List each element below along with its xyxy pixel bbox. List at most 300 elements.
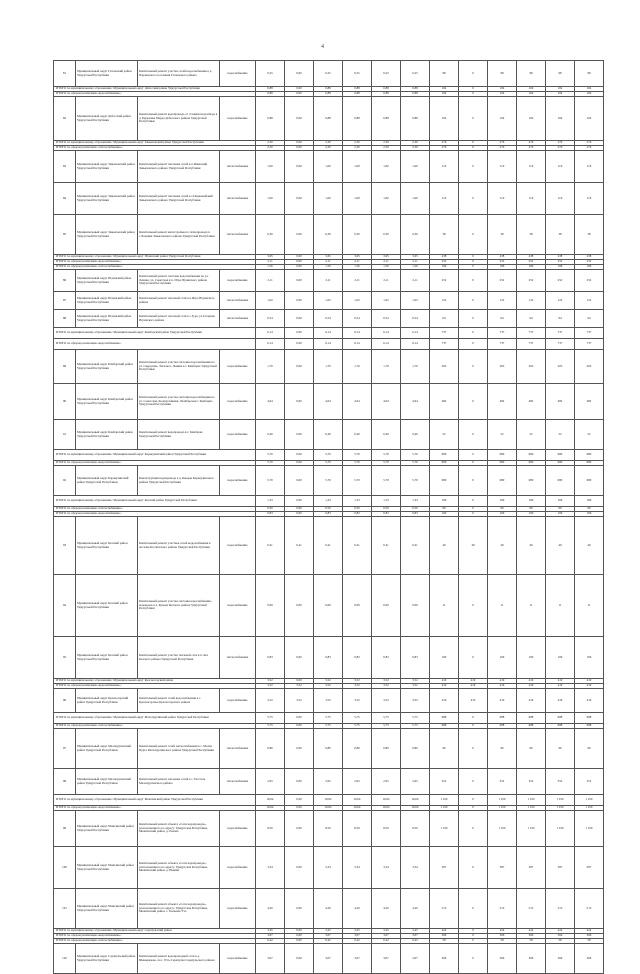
value-cell: 1,00 <box>256 183 285 215</box>
value-cell: 352 <box>430 769 459 795</box>
value-cell: 1,70 <box>343 350 372 384</box>
value-cell: 3,52 <box>285 689 314 713</box>
value-cell: 0,41 <box>285 517 314 575</box>
total-value-cell: 688 <box>488 713 517 724</box>
value-cell: 419 <box>488 689 517 713</box>
value-cell: 38 <box>488 215 517 255</box>
total-value-cell: 6,14 <box>343 328 372 339</box>
total-value-cell: 169 <box>546 496 575 507</box>
total-label-cell: ИТОГО по муниципальному образованию: Муниципальный округ Кезский район Удмуртской Республики <box>54 496 256 507</box>
value-cell: 0,00 <box>285 292 314 310</box>
value-cell: 680 <box>430 466 459 496</box>
municipality-cell: Муниципальный округ Завьяловский район Удмуртской Республики <box>76 183 138 215</box>
table-row <box>54 944 604 974</box>
value-cell: 0,00 <box>285 350 314 384</box>
value-cell: 4,04 <box>401 384 430 420</box>
object-cell: Капитальный ремонт тепловых сетей в с. Постоль Малопургинского района <box>138 769 220 795</box>
value-cell: 0 <box>459 769 488 795</box>
value-cell: 49 <box>459 517 488 575</box>
value-cell: 387 <box>488 847 517 889</box>
total-value-cell: 5,70 <box>372 461 401 466</box>
total-value-cell: 0,00 <box>285 512 314 517</box>
total-label-cell: ИТОГО по сферам реализации «теплоснабжение»: <box>54 724 256 729</box>
value-cell: 98 <box>546 61 575 87</box>
value-cell: 64 <box>488 310 517 328</box>
table-row <box>54 215 604 255</box>
value-cell: 119 <box>488 183 517 215</box>
value-cell: 1 010 <box>575 811 604 847</box>
value-cell: 0,88 <box>372 97 401 141</box>
value-cell: 352 <box>488 769 517 795</box>
row-number-cell: 84 <box>54 183 76 215</box>
total-value-cell: 2,11 <box>314 260 343 265</box>
total-value-cell: 737 <box>430 339 459 350</box>
value-cell: 4,20 <box>401 889 430 929</box>
sphere-cell: водоснабжение <box>220 689 256 713</box>
total-value-cell: 104 <box>575 92 604 97</box>
total-value-cell: 737 <box>430 328 459 339</box>
total-value-cell: 276 <box>517 141 546 146</box>
total-label-cell: ИТОГО по муниципальному образованию: Муниципальный округ Сарапульский район <box>54 929 256 934</box>
total-value-cell: 1 910 <box>575 806 604 811</box>
total-label-cell: ИТОГО по сферам реализации «водоснабжение»: <box>54 806 256 811</box>
value-cell: 0,40 <box>314 420 343 450</box>
total-value-cell: 252 <box>575 260 604 265</box>
value-cell: 0,09 <box>401 575 430 637</box>
total-value-cell: 169 <box>575 496 604 507</box>
row-number-cell: 85 <box>54 215 76 255</box>
value-cell: 4,20 <box>256 889 285 929</box>
total-value-cell: 6,14 <box>401 328 430 339</box>
value-cell: 203 <box>430 350 459 384</box>
total-value-cell: 0,00 <box>285 507 314 512</box>
total-value-cell: 0,00 <box>285 146 314 151</box>
total-row <box>54 450 604 461</box>
total-value-cell: 0 <box>459 255 488 260</box>
value-cell: 8,50 <box>256 811 285 847</box>
value-cell: 119 <box>517 183 546 215</box>
value-cell: 0,00 <box>285 61 314 87</box>
total-label-cell: ИТОГО по муниципальному образованию: Муниципальный округ Завьяловский район Удмуртской Республики <box>54 141 256 146</box>
value-cell: 0,00 <box>285 637 314 679</box>
total-value-cell: 276 <box>488 141 517 146</box>
value-cell: 0,00 <box>285 847 314 889</box>
total-value-cell: 680 <box>517 461 546 466</box>
value-cell: 0,80 <box>401 729 430 769</box>
value-cell: 2,11 <box>372 270 401 292</box>
total-value-cell: 0 <box>459 141 488 146</box>
object-cell: Капитальный ремонт участка системы водоснабжения по ул. Советская, Кооперативная, Октябрьская г. Камбарка Удмуртской Республики <box>138 384 220 420</box>
row-number-cell: 88 <box>54 310 76 328</box>
value-cell: 203 <box>517 350 546 384</box>
total-value-cell: 419 <box>488 684 517 689</box>
value-cell: 98 <box>575 61 604 87</box>
row-number-cell: 91 <box>54 420 76 450</box>
total-value-cell: 366 <box>546 934 575 939</box>
value-cell: 98 <box>488 61 517 87</box>
total-value-cell: 109 <box>517 512 546 517</box>
value-cell: 2,11 <box>343 270 372 292</box>
total-value-cell: 169 <box>517 496 546 507</box>
object-cell: Капитальный ремонт объекта «Сети водопровода», расположенного по адресу: Удмуртская Республика, Можгинский район, д. Пазяль <box>138 811 220 847</box>
row-number-cell: 87 <box>54 292 76 310</box>
total-value-cell: 5,75 <box>314 724 343 729</box>
value-cell: 2,95 <box>314 769 343 795</box>
municipality-cell: Муниципальный округ Глазовский район Удмуртской Республики <box>76 61 138 87</box>
total-label-cell: ИТОГО по муниципальному образованию: Муниципальный округ Малопургинский район Удмуртской Республики <box>54 713 256 724</box>
value-cell: 104 <box>517 97 546 141</box>
sphere-cell: водоснабжение <box>220 384 256 420</box>
total-value-cell: 58 <box>488 939 517 944</box>
total-label-cell: ИТОГО по сферам реализации «теплоснабжение»: <box>54 265 256 270</box>
value-cell: 104 <box>488 97 517 141</box>
value-cell: 2,11 <box>314 270 343 292</box>
value-cell: 1 010 <box>430 811 459 847</box>
total-value-cell: 0,00 <box>285 679 314 684</box>
value-cell: 0 <box>459 183 488 215</box>
sphere-cell: водоснабжение <box>220 944 256 974</box>
total-value-cell: 109 <box>430 512 459 517</box>
sphere-cell: теплоснабжение <box>220 637 256 679</box>
total-value-cell: 0,00 <box>285 496 314 507</box>
total-value-cell: 3,65 <box>314 255 343 260</box>
value-cell: 0,40 <box>343 420 372 450</box>
value-cell: 0,09 <box>372 575 401 637</box>
value-cell: 4,20 <box>372 889 401 929</box>
total-value-cell: 680 <box>546 461 575 466</box>
value-cell: 5,70 <box>256 466 285 496</box>
value-cell: 0,25 <box>401 61 430 87</box>
value-cell: 0,80 <box>256 729 285 769</box>
total-value-cell: 419 <box>546 679 575 684</box>
value-cell: 4,04 <box>372 384 401 420</box>
total-value-cell: 169 <box>488 496 517 507</box>
value-cell: 1,00 <box>314 151 343 183</box>
value-cell: 0 <box>459 466 488 496</box>
value-cell: 5,70 <box>372 466 401 496</box>
object-cell: Капитальный ремонт водопровода в г. Камбарка Удмуртской Республики <box>138 420 220 450</box>
total-value-cell: 438 <box>546 255 575 260</box>
value-cell: 387 <box>546 847 575 889</box>
row-number-cell: 93 <box>54 517 76 575</box>
total-value-cell: 3,52 <box>401 679 430 684</box>
sphere-cell: водоснабжение <box>220 811 256 847</box>
total-value-cell: 6,14 <box>372 339 401 350</box>
value-cell: 119 <box>430 151 459 183</box>
value-cell: 5,70 <box>401 466 430 496</box>
total-value-cell: 688 <box>517 724 546 729</box>
total-value-cell: 276 <box>430 146 459 151</box>
total-value-cell: 1 910 <box>517 795 546 806</box>
sphere-cell: теплоснабжение <box>220 151 256 183</box>
total-value-cell: 276 <box>430 141 459 146</box>
total-value-cell: 3,45 <box>372 929 401 934</box>
table-row <box>54 889 604 929</box>
total-value-cell: 419 <box>575 684 604 689</box>
value-cell: 8,50 <box>314 811 343 847</box>
row-number-cell: 95 <box>54 637 76 679</box>
value-cell: 482 <box>546 384 575 420</box>
value-cell: 11 <box>430 575 459 637</box>
sphere-cell: водоснабжение <box>220 270 256 292</box>
total-value-cell: 0,88 <box>401 92 430 97</box>
total-value-cell: 0,88 <box>372 92 401 97</box>
value-cell: 96 <box>546 729 575 769</box>
total-value-cell: 5,70 <box>372 450 401 461</box>
total-value-cell: 2,11 <box>401 260 430 265</box>
value-cell: 0,00 <box>285 215 314 255</box>
total-value-cell: 186 <box>430 265 459 270</box>
municipality-cell: Муниципальный округ Малопургинский район Удмуртской Республики <box>76 769 138 795</box>
total-value-cell: 3,45 <box>401 929 430 934</box>
sphere-cell: водоснабжение <box>220 350 256 384</box>
total-value-cell: 737 <box>488 339 517 350</box>
total-value-cell: 109 <box>575 512 604 517</box>
total-value-cell: 2,30 <box>343 146 372 151</box>
total-value-cell: 419 <box>430 679 459 684</box>
value-cell: 0 <box>459 292 488 310</box>
total-value-cell: 5,75 <box>343 713 372 724</box>
total-label-cell: ИТОГО по муниципальному образованию: Муниципальный округ Можгинский район Удмуртской Республики <box>54 795 256 806</box>
total-value-cell: 0 <box>459 87 488 92</box>
total-value-cell: 0 <box>459 929 488 934</box>
row-number-cell: 89 <box>54 350 76 384</box>
value-cell: 38 <box>430 215 459 255</box>
value-cell: 8,50 <box>401 811 430 847</box>
value-cell: 0 <box>459 944 488 974</box>
value-cell: 0,80 <box>314 729 343 769</box>
value-cell: 5,70 <box>343 466 372 496</box>
municipality-cell: Муниципальный округ Сарапульский район Удмуртской Республики <box>76 944 138 974</box>
value-cell: 3,34 <box>314 847 343 889</box>
total-label-cell: ИТОГО по сферам реализации «водоснабжение»: <box>54 461 256 466</box>
total-value-cell: 0,00 <box>285 255 314 260</box>
value-cell: 203 <box>575 350 604 384</box>
total-value-cell: 5,75 <box>314 713 343 724</box>
total-value-cell: 252 <box>546 260 575 265</box>
value-cell: 109 <box>488 637 517 679</box>
total-value-cell: 3,52 <box>372 684 401 689</box>
value-cell: 252 <box>575 270 604 292</box>
total-value-cell: 0,88 <box>372 87 401 92</box>
total-value-cell: 737 <box>517 328 546 339</box>
value-cell: 119 <box>575 151 604 183</box>
value-cell: 680 <box>546 466 575 496</box>
total-value-cell: 366 <box>517 934 546 939</box>
total-value-cell: 0 <box>459 260 488 265</box>
total-value-cell: 424 <box>517 929 546 934</box>
value-cell: 4,04 <box>256 384 285 420</box>
value-cell: 119 <box>517 151 546 183</box>
total-value-cell: 104 <box>430 87 459 92</box>
value-cell: 52 <box>517 420 546 450</box>
total-value-cell: 2,11 <box>372 260 401 265</box>
total-value-cell: 5,70 <box>314 450 343 461</box>
total-value-cell: 16,04 <box>401 806 430 811</box>
total-value-cell: 3,07 <box>372 934 401 939</box>
row-number-cell: 98 <box>54 769 76 795</box>
value-cell: 3,52 <box>343 689 372 713</box>
value-cell: 3,34 <box>343 847 372 889</box>
total-value-cell: 3,45 <box>314 929 343 934</box>
total-value-cell: 366 <box>488 934 517 939</box>
value-cell: 8,50 <box>343 811 372 847</box>
total-value-cell: 1 910 <box>488 806 517 811</box>
value-cell: 2,11 <box>256 270 285 292</box>
value-cell: 387 <box>575 847 604 889</box>
total-value-cell: 16,04 <box>256 806 285 811</box>
total-value-cell: 0,00 <box>285 92 314 97</box>
total-label-cell: ИТОГО по сферам реализации «водоснабжение»: <box>54 339 256 350</box>
total-value-cell: 737 <box>517 339 546 350</box>
value-cell: 1,00 <box>401 183 430 215</box>
value-cell: 119 <box>430 183 459 215</box>
total-value-cell: 1 910 <box>430 795 459 806</box>
total-value-cell: 0,88 <box>314 87 343 92</box>
value-cell: 0,54 <box>314 310 343 328</box>
value-cell: 3,52 <box>256 689 285 713</box>
sphere-cell: теплоснабжение <box>220 183 256 215</box>
total-value-cell: 186 <box>546 265 575 270</box>
value-cell: 119 <box>546 183 575 215</box>
total-value-cell: 688 <box>430 713 459 724</box>
total-value-cell: 1 910 <box>430 806 459 811</box>
value-cell: 0,00 <box>285 944 314 974</box>
municipality-cell: Муниципальный округ Можгинский район Удмуртской Республики <box>76 847 138 889</box>
total-value-cell: 58 <box>430 939 459 944</box>
value-cell: 1,02 <box>343 292 372 310</box>
total-value-cell: 680 <box>575 461 604 466</box>
value-cell: 122 <box>430 292 459 310</box>
value-cell: 1,00 <box>314 183 343 215</box>
total-value-cell: 169 <box>430 496 459 507</box>
total-value-cell: 104 <box>488 87 517 92</box>
total-value-cell: 60 <box>575 507 604 512</box>
row-number-cell: 86 <box>54 270 76 292</box>
total-row <box>54 496 604 507</box>
table-row <box>54 151 604 183</box>
object-cell: Капитальный ремонт объекта «Сети водопровода», расположенного по адресу: Удмуртская Республика, Можгинский район, с. Большая Уча <box>138 889 220 929</box>
value-cell: 366 <box>546 944 575 974</box>
value-cell: 38 <box>575 215 604 255</box>
value-cell: 2,95 <box>401 769 430 795</box>
value-cell: 252 <box>430 270 459 292</box>
total-value-cell: 0 <box>459 496 488 507</box>
value-cell: 0 <box>459 270 488 292</box>
value-cell: 2,95 <box>372 769 401 795</box>
row-number-cell: 97 <box>54 729 76 769</box>
sphere-cell: водоснабжение <box>220 889 256 929</box>
value-cell: 252 <box>517 270 546 292</box>
total-value-cell: 0,83 <box>343 512 372 517</box>
value-cell: 680 <box>517 466 546 496</box>
table-row <box>54 350 604 384</box>
total-value-cell: 688 <box>546 724 575 729</box>
total-value-cell: 104 <box>430 92 459 97</box>
value-cell: 1,00 <box>372 151 401 183</box>
value-cell: 0,00 <box>285 384 314 420</box>
object-cell: Капитальный ремонт магистрального теплопровода в с.Хохряки Завьяловского района Удмуртской Республики <box>138 215 220 255</box>
value-cell: 109 <box>430 637 459 679</box>
sphere-cell: теплоснабжение <box>220 729 256 769</box>
table-row <box>54 466 604 496</box>
sphere-cell: водоснабжение <box>220 61 256 87</box>
municipality-cell: Муниципальный округ Кезский район Удмуртской Республики <box>76 575 138 637</box>
value-cell: 3,07 <box>343 944 372 974</box>
total-value-cell: 0,00 <box>285 141 314 146</box>
total-value-cell: 3,52 <box>256 679 285 684</box>
object-cell: Капитальный ремонт участка системы водоснабжения по ул. Свердлова, Энгельса, Ленина в г. Камбарка Удмуртской Республики <box>138 350 220 384</box>
value-cell: 2,95 <box>343 769 372 795</box>
value-cell: 0,00 <box>285 769 314 795</box>
total-label-cell: ИТОГО по сферам реализации «водоснабжение»: <box>54 92 256 97</box>
value-cell: 680 <box>488 466 517 496</box>
value-cell: 0,30 <box>401 215 430 255</box>
program-table <box>53 60 604 974</box>
total-value-cell: 3,65 <box>343 255 372 260</box>
total-value-cell: 0,50 <box>256 507 285 512</box>
value-cell: 1 010 <box>517 811 546 847</box>
value-cell: 0 <box>459 151 488 183</box>
total-value-cell: 1,56 <box>256 265 285 270</box>
total-value-cell: 688 <box>517 713 546 724</box>
value-cell: 0,80 <box>372 729 401 769</box>
total-value-cell: 0,88 <box>314 92 343 97</box>
total-value-cell: 0,00 <box>285 713 314 724</box>
value-cell: 1,70 <box>256 350 285 384</box>
value-cell: 4,04 <box>314 384 343 420</box>
object-cell: Капитальный ремонт системы водоснабжения по ул. Ленина, ул. Советская в п. Игра Игринского района Удмуртской Республики <box>138 270 220 292</box>
value-cell: 109 <box>546 637 575 679</box>
value-cell: 3,07 <box>372 944 401 974</box>
total-value-cell: 0,50 <box>372 507 401 512</box>
value-cell: 0,30 <box>343 215 372 255</box>
value-cell: 352 <box>575 769 604 795</box>
total-value-cell: 109 <box>488 512 517 517</box>
object-cell: Капитальный ремонт тепловых сетей в с.Первомайский Завьяловского района Удмуртской Республики <box>138 183 220 215</box>
total-value-cell: 2,30 <box>372 146 401 151</box>
value-cell: 3,07 <box>401 944 430 974</box>
value-cell: 680 <box>575 466 604 496</box>
value-cell: 482 <box>575 384 604 420</box>
object-cell: Капитальный ремонт объекта «Сети водопровода», расположенного по адресу: Удмуртская Республика, Можгинский район, д. Нышки <box>138 847 220 889</box>
total-value-cell: 3,07 <box>401 934 430 939</box>
municipality-cell: Муниципальный округ Можгинский район Удмуртской Республики <box>76 889 138 929</box>
object-cell: Капитальный ремонт участка системы водоснабжения - водоводов в д. Кузьма Кезского района Удмуртской Республики <box>138 575 220 637</box>
value-cell: 0,40 <box>372 420 401 450</box>
total-value-cell: 6,14 <box>343 339 372 350</box>
value-cell: 4,04 <box>343 384 372 420</box>
value-cell: 0 <box>459 575 488 637</box>
total-value-cell: 680 <box>575 450 604 461</box>
value-cell: 0,00 <box>285 729 314 769</box>
total-value-cell: 3,52 <box>256 684 285 689</box>
value-cell: 104 <box>430 97 459 141</box>
total-value-cell: 0,00 <box>285 260 314 265</box>
value-cell: 122 <box>575 292 604 310</box>
total-value-cell: 0 <box>459 328 488 339</box>
value-cell: 366 <box>517 944 546 974</box>
value-cell: 104 <box>546 97 575 141</box>
table-row <box>54 689 604 713</box>
total-value-cell: 1,33 <box>343 496 372 507</box>
total-value-cell: 0,88 <box>401 87 430 92</box>
total-value-cell: 0,00 <box>285 929 314 934</box>
total-value-cell: 0,42 <box>401 939 430 944</box>
value-cell: 203 <box>488 350 517 384</box>
value-cell: 49 <box>488 517 517 575</box>
object-cell: Капитальный ремонт водопровода от станции водозабора в д. Березовка Мерда Дебесского района Удмуртской Республики <box>138 97 220 141</box>
